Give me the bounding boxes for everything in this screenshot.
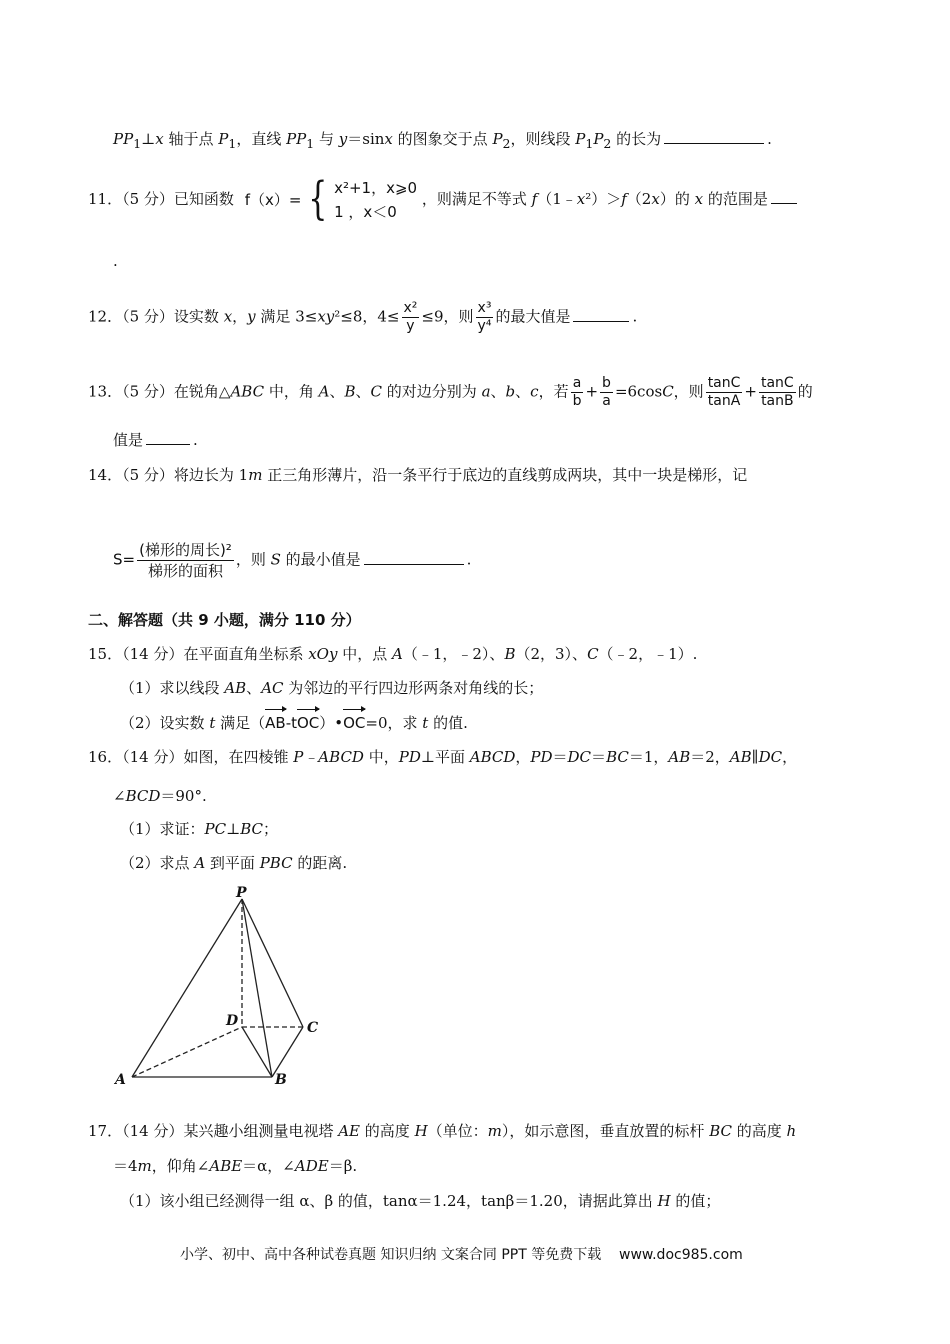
text: 到平面: [205, 854, 260, 872]
answer-blank[interactable]: [664, 129, 764, 144]
text: ）的: [659, 190, 695, 208]
text: b: [505, 382, 516, 401]
text: （1﹣: [537, 190, 577, 208]
text: ）•: [319, 714, 344, 732]
label-d: D: [226, 1013, 239, 1029]
text: ，仰角∠: [151, 1157, 210, 1175]
text: 中，角: [264, 382, 319, 401]
text: x: [576, 190, 586, 208]
label-a: A: [115, 1072, 126, 1088]
text: ＝sin: [347, 130, 385, 148]
q13-line2: [113, 429, 198, 451]
text: c: [530, 382, 539, 401]
text: x: [694, 190, 704, 208]
text: 的: [797, 382, 813, 401]
question-11: [88, 173, 800, 226]
text: （5 分）设实数: [122, 307, 224, 326]
text: y: [338, 130, 348, 148]
text: ＝β.: [328, 1157, 358, 1175]
text: BC: [606, 748, 629, 766]
text: ，则线段: [510, 130, 576, 148]
text: ，: [782, 748, 798, 766]
text: P: [575, 130, 586, 148]
text: ＝4: [113, 1157, 138, 1175]
numerator: (梯形的周长)²: [139, 541, 232, 559]
question-16: [88, 746, 797, 768]
text: （2，3）、: [515, 645, 588, 663]
text: （2）求点: [120, 854, 195, 872]
text: ≤9，则: [421, 307, 474, 326]
denominator: y: [406, 318, 415, 334]
text: m: [487, 1122, 502, 1140]
text: 的距离.: [292, 854, 348, 872]
denominator: tanB: [761, 393, 794, 409]
text: （5 分）在锐角△: [122, 382, 231, 401]
label-p: P: [236, 885, 247, 901]
text: .: [632, 307, 638, 326]
q16-line2: [113, 785, 207, 807]
text: （5 分）已知函数: [122, 190, 234, 208]
text: （﹣1，﹣2）、: [402, 645, 505, 663]
text: ），如示意图，垂直放置的标杆: [501, 1122, 710, 1140]
question-15: [88, 643, 697, 665]
text: 的高度: [731, 1122, 787, 1140]
text: xy: [317, 307, 335, 326]
text: ＝2，: [690, 748, 730, 766]
numerator: b: [602, 375, 611, 391]
text: -t: [285, 714, 297, 732]
q15-part1: [120, 677, 543, 699]
text: 、: [355, 382, 371, 401]
text: ，: [232, 307, 248, 326]
text: ＝α，∠: [242, 1157, 295, 1175]
fraction: [706, 375, 743, 410]
vector-oc: OC: [343, 714, 366, 732]
text: 的最小值是: [280, 550, 361, 569]
text: x: [155, 130, 164, 148]
text: PP: [113, 130, 134, 148]
text: BC: [709, 1122, 732, 1140]
text: ∠: [113, 787, 126, 805]
text: C: [370, 382, 383, 401]
text: =0，求: [365, 714, 423, 732]
text: x: [384, 130, 393, 148]
question-number: 16．: [88, 748, 123, 766]
text: PBC: [259, 854, 293, 872]
text: （1）求证：: [120, 820, 205, 838]
q16-part1: [120, 818, 278, 840]
text: （1）该小组已经测得一组 α、β 的值，tanα＝1.24，tanβ＝1.20，请据此算出: [120, 1192, 658, 1210]
text: y: [247, 307, 256, 326]
pyramid-figure: [110, 885, 330, 1090]
text: AB: [224, 679, 247, 697]
fraction: [571, 375, 584, 410]
question-number: 17．: [88, 1122, 123, 1140]
text: .: [466, 550, 472, 569]
text: BCD: [125, 787, 161, 805]
vector-oc: OC: [296, 714, 320, 732]
text: 、: [490, 382, 506, 401]
text: （14 分）某兴趣小组测量电视塔: [122, 1122, 339, 1140]
text: ，: [515, 748, 531, 766]
text: （2）设实数: [120, 714, 210, 732]
text: B: [504, 645, 516, 663]
text: ，则: [235, 550, 271, 569]
text: ＝: [552, 748, 568, 766]
answer-blank[interactable]: [771, 189, 797, 204]
text: A: [194, 854, 206, 872]
q17-part1: [120, 1190, 720, 1212]
text: （单位：: [427, 1122, 488, 1140]
text: ，若: [538, 382, 569, 401]
text: P﹣ABCD: [293, 748, 364, 766]
text: A: [392, 645, 403, 663]
text: 的值.: [428, 714, 468, 732]
numerator: a: [572, 375, 582, 391]
text: 中，点: [337, 645, 392, 663]
text: S: [270, 550, 281, 569]
numerator: x³: [477, 300, 492, 316]
text: ABC: [230, 382, 265, 401]
denominator: tanA: [707, 393, 741, 409]
text: AE: [338, 1122, 361, 1140]
text: ²: [334, 307, 341, 326]
text: t: [422, 714, 429, 732]
q14-line2: [113, 540, 471, 581]
text: AB: [729, 748, 752, 766]
question-12: [88, 300, 637, 335]
text: H: [414, 1122, 428, 1140]
text: （2: [626, 190, 652, 208]
answer-blank[interactable]: [364, 550, 464, 565]
brace-icon: {: [308, 173, 328, 226]
sub: 1: [306, 136, 315, 151]
numerator: tanC: [760, 375, 794, 391]
numerator: x²: [403, 300, 418, 316]
text: P: [492, 130, 503, 148]
case-2: 1 ，x＜0: [334, 203, 397, 221]
text: PD: [530, 748, 553, 766]
text: PP: [286, 130, 307, 148]
vector-ab: AB: [265, 714, 286, 732]
answer-blank[interactable]: [146, 430, 190, 445]
text: ⊥平面: [420, 748, 470, 766]
text: PC: [204, 820, 227, 838]
text: ⊥: [226, 820, 241, 838]
text: C: [662, 382, 674, 401]
fraction: [600, 375, 613, 410]
text: m: [137, 1157, 152, 1175]
text: ⊥: [141, 130, 156, 148]
text: 、: [329, 382, 345, 401]
question-number: 12．: [88, 307, 123, 326]
numerator: tanC: [707, 375, 741, 391]
text: 正三角形薄片，沿一条平行于底边的直线剪成两块，其中一块是梯形，记: [262, 466, 748, 484]
edge-pa: [132, 899, 242, 1077]
edge-pb: [242, 899, 272, 1077]
text: .: [767, 130, 772, 148]
sub: 1: [228, 136, 237, 151]
answer-blank[interactable]: [573, 307, 629, 322]
fraction: [476, 300, 494, 335]
question-14: [88, 464, 747, 486]
text: 的值；: [670, 1192, 721, 1210]
text: ，直线: [236, 130, 287, 148]
text: （﹣2，﹣1）.: [598, 645, 698, 663]
text: ，则: [673, 382, 704, 401]
text: ＝90°.: [160, 787, 207, 805]
sub: 1: [133, 136, 142, 151]
sub: 2: [502, 136, 511, 151]
denominator: a: [602, 393, 611, 409]
page-footer: 小学、初中、高中各种试卷真题 知识归纳 文案合同 PPT 等免费下载 www.doc985.com: [180, 1247, 743, 1263]
q15-part2: [120, 712, 468, 734]
text: h: [786, 1122, 797, 1140]
text: 的长为: [611, 130, 662, 148]
text: （5 分）将边长为 1: [122, 466, 249, 484]
function-label: f（x）=: [244, 191, 302, 209]
q16-part2: [120, 852, 347, 874]
text: ＝: [591, 748, 607, 766]
text: H: [657, 1192, 671, 1210]
text: 中，: [363, 748, 399, 766]
text: ADE: [294, 1157, 329, 1175]
text: 满足 3≤: [255, 307, 318, 326]
fraction: [402, 300, 420, 335]
edge-ad: [132, 1027, 242, 1077]
label-c: C: [307, 1020, 319, 1036]
text: B: [344, 382, 356, 401]
text: 轴于点: [163, 130, 219, 148]
edge-pc: [242, 899, 303, 1027]
text: x: [651, 190, 660, 208]
text: +: [744, 382, 757, 401]
text: P: [218, 130, 229, 148]
text: f: [531, 190, 538, 208]
text: AC: [261, 679, 284, 697]
q11-end: .: [113, 252, 118, 270]
text: PD: [398, 748, 421, 766]
text: S=: [113, 550, 136, 569]
question-number: 15．: [88, 645, 123, 663]
text: f: [621, 190, 627, 208]
text: ²）＞: [585, 190, 622, 208]
question-number: 14．: [88, 466, 123, 484]
text: ；: [263, 820, 279, 838]
text: a: [481, 382, 491, 401]
denominator: y⁴: [477, 318, 492, 334]
question-13: [88, 375, 813, 410]
text: 与: [314, 130, 339, 148]
text: DC: [758, 748, 783, 766]
piecewise-cases: [334, 176, 417, 224]
edge-bc: [272, 1027, 303, 1077]
text: ∥: [751, 748, 759, 766]
text: 值是: [113, 431, 144, 449]
text: 的最大值是: [495, 307, 571, 326]
text: （14 分）在平面直角坐标系: [122, 645, 309, 663]
text: t: [209, 714, 216, 732]
question-number: 13．: [88, 382, 123, 401]
text: .: [193, 431, 198, 449]
question-17: [88, 1120, 796, 1142]
text: ，则满足不等式: [421, 190, 532, 208]
sub: 1: [585, 136, 594, 151]
text: ABCD: [469, 748, 516, 766]
text: ABE: [209, 1157, 243, 1175]
text: xOy: [308, 645, 338, 663]
text: 的对边分别为: [382, 382, 482, 401]
text: DC: [567, 748, 592, 766]
text: C: [587, 645, 599, 663]
label-b: B: [275, 1072, 287, 1088]
denominator: b: [572, 393, 582, 409]
text: ＝1，: [628, 748, 669, 766]
text: （14 分）如图，在四棱锥: [122, 748, 294, 766]
case-1: x²+1，x⩾0: [334, 179, 418, 197]
text: A: [318, 382, 330, 401]
question-number: 11．: [88, 190, 123, 208]
text: P: [593, 130, 604, 148]
text: 的高度: [360, 1122, 415, 1140]
text: ≤8，4≤: [340, 307, 400, 326]
section-heading: 二、解答题（共 9 小题，满分 110 分）: [88, 611, 361, 629]
sub: 2: [603, 136, 612, 151]
text: =6cos: [614, 382, 663, 401]
text: （1）求以线段: [120, 679, 225, 697]
text: m: [248, 466, 263, 484]
fraction: [137, 540, 234, 581]
text: 的图象交于点: [392, 130, 493, 148]
text: 、: [515, 382, 531, 401]
text: +: [585, 382, 599, 401]
text: 、: [246, 679, 262, 697]
text: x: [223, 307, 233, 326]
text: 满足（: [215, 714, 266, 732]
text: 为邻边的平行四边形两条对角线的长；: [283, 679, 544, 697]
fraction: [759, 375, 796, 410]
text: AB: [668, 748, 691, 766]
text: 的范围是: [703, 190, 768, 208]
q10-tail: [113, 128, 772, 155]
text: BC: [240, 820, 264, 838]
q17-line2: [113, 1155, 357, 1177]
denominator: 梯形的面积: [147, 562, 223, 580]
